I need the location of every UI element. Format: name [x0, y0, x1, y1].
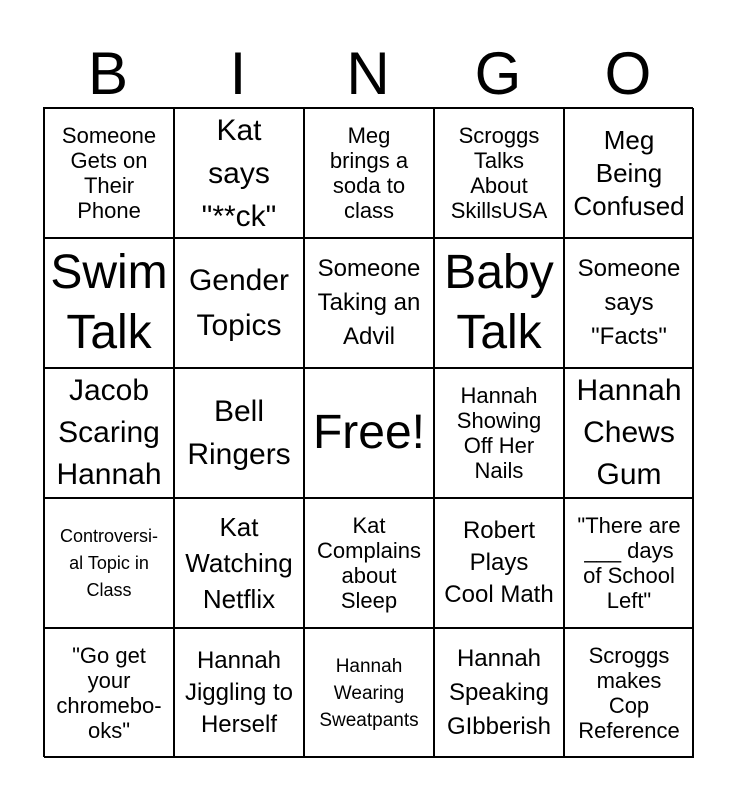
- cell-text: "Go get your chromebo- oks": [56, 643, 162, 743]
- bingo-cell[interactable]: [44, 628, 174, 758]
- bingo-cell[interactable]: [304, 238, 434, 368]
- bingo-cell[interactable]: [434, 108, 564, 238]
- header-letter-i: I: [229, 40, 247, 107]
- bingo-cell[interactable]: [174, 238, 304, 368]
- cell-text: Hannah Speaking GIbberish: [446, 645, 552, 740]
- cell-text: Scroggs makes Cop Reference: [578, 643, 680, 743]
- bingo-cell[interactable]: [44, 368, 174, 498]
- header-letter-b: B: [87, 40, 129, 107]
- bingo-cell[interactable]: [564, 498, 694, 628]
- bingo-cell[interactable]: [44, 238, 174, 368]
- cell-text: Kat Watching Netflix: [185, 512, 293, 614]
- cell-text: Baby Talk: [444, 246, 554, 359]
- cell-text: Scroggs Talks About SkillsUSA: [450, 123, 548, 223]
- cell-text: Swim Talk: [50, 246, 168, 359]
- bingo-cell[interactable]: [44, 108, 174, 238]
- cell-text: Kat says "**ck": [201, 113, 277, 233]
- bingo-cell[interactable]: [174, 108, 304, 238]
- cell-text: Bell Ringers: [187, 395, 291, 471]
- header-letter-o: O: [604, 40, 652, 107]
- bingo-cell[interactable]: [434, 628, 564, 758]
- bingo-cell[interactable]: [174, 368, 304, 498]
- cell-text: Controversi- al Topic in Class: [59, 525, 159, 600]
- cell-text: Hannah Jiggling to Herself: [184, 647, 294, 738]
- bingo-cell[interactable]: [564, 238, 694, 368]
- bingo-cell[interactable]: [304, 108, 434, 238]
- bingo-cell[interactable]: [304, 628, 434, 758]
- cell-text: Someone Gets on Their Phone: [61, 123, 157, 223]
- bingo-board: [43, 107, 693, 757]
- cell-text: Free!: [312, 406, 426, 459]
- header-letter-g: G: [474, 40, 522, 107]
- cell-text: Jacob Scaring Hannah: [56, 374, 162, 491]
- cell-text: Someone Taking an Advil: [317, 255, 421, 350]
- bingo-cell[interactable]: [304, 368, 434, 498]
- bingo-cell[interactable]: [564, 628, 694, 758]
- cell-text: "There are ___ days of School Left": [577, 513, 681, 613]
- cell-text: Hannah Chews Gum: [576, 374, 682, 491]
- cell-text: Someone says "Facts": [577, 255, 681, 350]
- bingo-cell[interactable]: [174, 498, 304, 628]
- bingo-header: [43, 40, 693, 108]
- cell-text: Hannah Wearing Sweatpants: [319, 655, 419, 731]
- cell-text: Kat Complains about Sleep: [317, 513, 421, 613]
- cell-text: Hannah Showing Off Her Nails: [456, 383, 542, 483]
- bingo-cell[interactable]: [434, 498, 564, 628]
- bingo-cell[interactable]: [564, 108, 694, 238]
- header-letter-n: N: [346, 40, 390, 107]
- cell-text: Meg brings a soda to class: [329, 123, 409, 223]
- cell-text: Gender Topics: [188, 264, 290, 342]
- bingo-cell[interactable]: [44, 498, 174, 628]
- bingo-cell[interactable]: [564, 368, 694, 498]
- cell-text: Robert Plays Cool Math: [444, 517, 554, 608]
- cell-text: Meg Being Confused: [573, 124, 685, 221]
- bingo-cell[interactable]: [304, 498, 434, 628]
- bingo-cell[interactable]: [434, 368, 564, 498]
- bingo-cell[interactable]: [434, 238, 564, 368]
- bingo-cell[interactable]: [174, 628, 304, 758]
